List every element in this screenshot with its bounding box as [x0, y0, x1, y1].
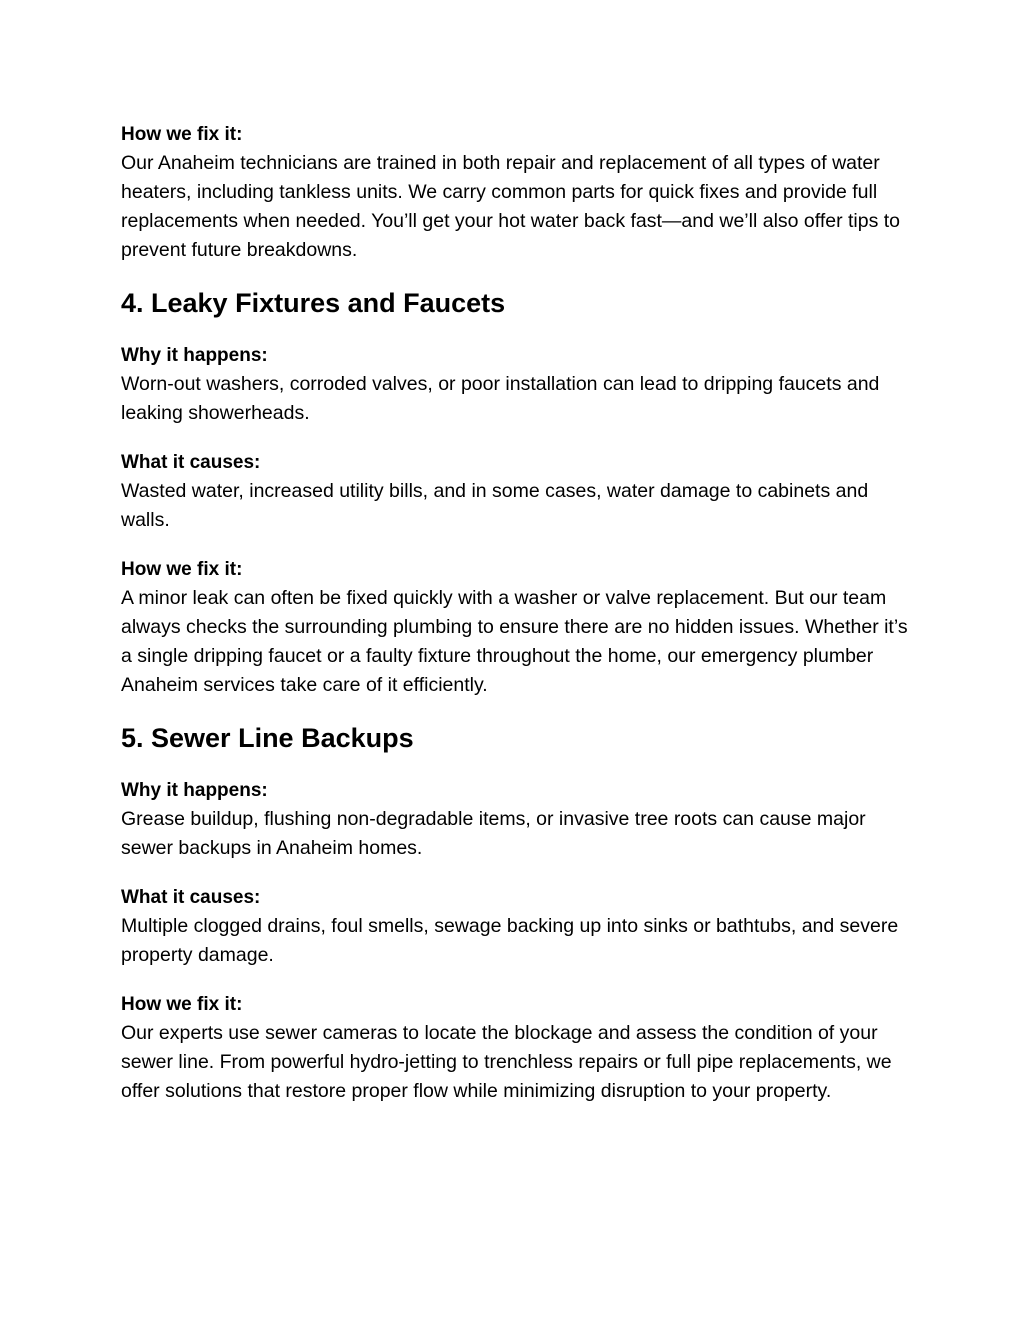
causes-block: [121, 883, 911, 970]
fix-block: [121, 990, 911, 1106]
block-label: Why it happens:: [121, 345, 268, 366]
block-label: How we fix it:: [121, 124, 243, 145]
block-text: Worn-out washers, corroded valves, or poor installation can lead to dripping faucets and leaking showerheads.: [121, 373, 880, 424]
section-4: [121, 285, 911, 700]
block-label: How we fix it:: [121, 559, 243, 580]
block-label: Why it happens:: [121, 780, 268, 801]
block-text: Grease buildup, flushing non-degradable items, or invasive tree roots can cause major sewer backups in Anaheim homes.: [121, 808, 866, 859]
section-heading: 4. Leaky Fixtures and Faucets: [121, 288, 506, 318]
block-text: Wasted water, increased utility bills, and in some cases, water damage to cabinets and walls.: [121, 480, 869, 531]
block-label: How we fix it:: [121, 994, 243, 1015]
section-5: [121, 720, 911, 1106]
block-text: Our Anaheim technicians are trained in both repair and replacement of all types of water heaters, including tankless units. We carry common parts for quick fixes and provide full replacements when needed. You’ll get your hot water back fast—and we’ll also offer tips to prevent future breakdowns.: [121, 152, 901, 261]
section-heading: 5. Sewer Line Backups: [121, 723, 414, 753]
fix-block: [121, 555, 911, 700]
block-text: A minor leak can often be fixed quickly with a washer or valve replacement. But our team always checks the surrounding plumbing to ensure there are no hidden issues. Whether it’s a single dripping faucet or a faulty fixture throughout the home, our emergency plumber Anaheim services take care of it efficiently.: [121, 587, 908, 696]
block-label: What it causes:: [121, 452, 261, 473]
intro-block: [121, 120, 911, 265]
why-block: [121, 776, 911, 863]
document-content: [121, 120, 911, 1126]
block-label: What it causes:: [121, 887, 261, 908]
block-text: Multiple clogged drains, foul smells, sewage backing up into sinks or bathtubs, and severe property damage.: [121, 915, 899, 966]
causes-block: [121, 448, 911, 535]
why-block: [121, 341, 911, 428]
block-text: Our experts use sewer cameras to locate the blockage and assess the condition of your sewer line. From powerful hydro-jetting to trenchless repairs or full pipe replacements, we offer solutions that restore proper flow while minimizing disruption to your property.: [121, 1022, 892, 1102]
